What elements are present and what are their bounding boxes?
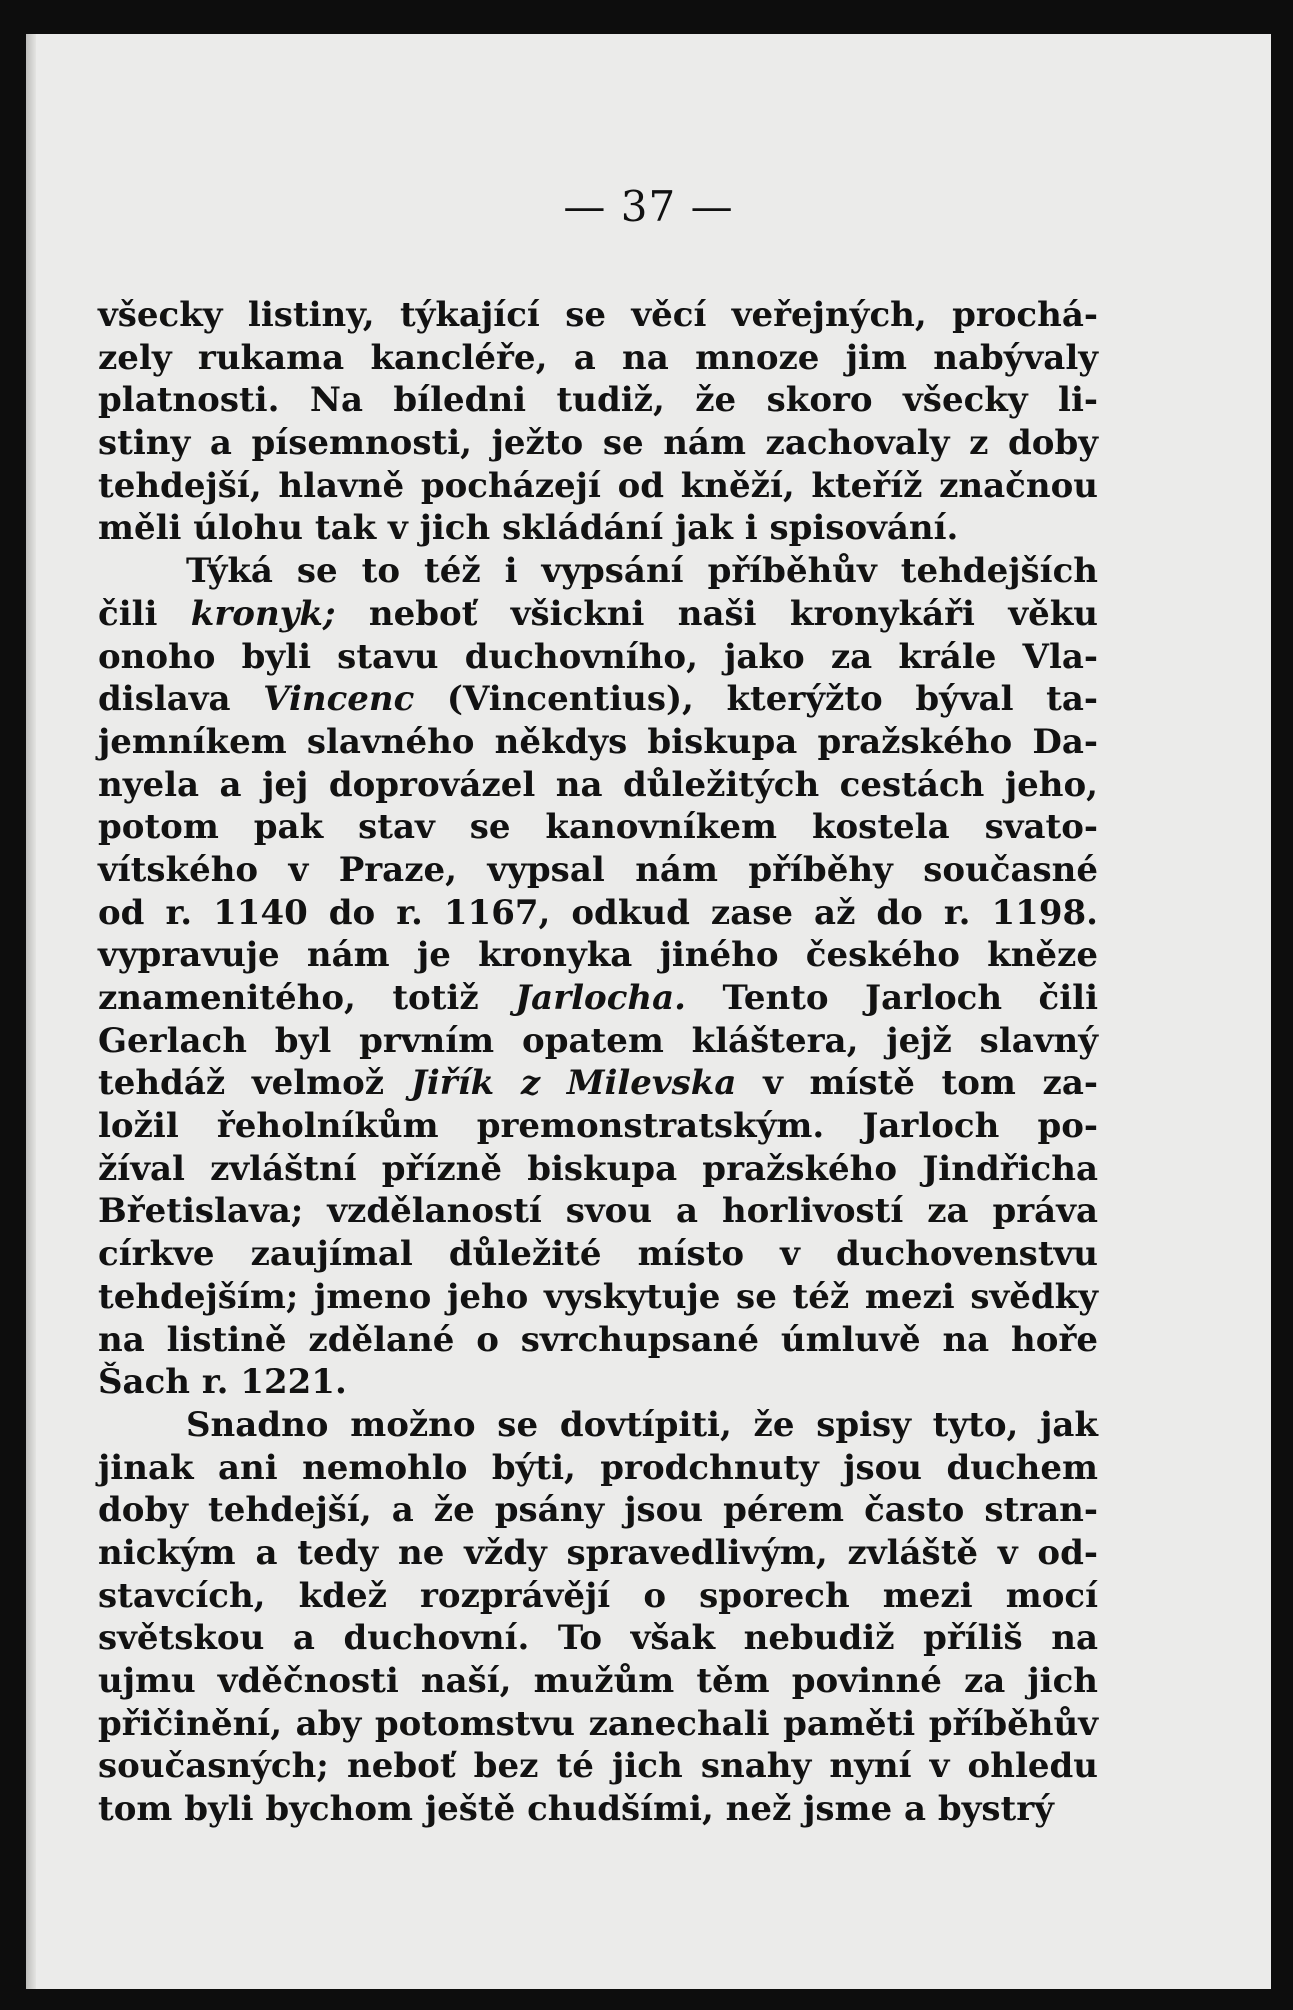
text-segment: světskou a duchovní. To však nebudiž příliš na [98, 1618, 1098, 1659]
text-line [98, 1233, 1098, 1276]
text-segment: tehdejším; jmeno jeho vyskytuje se též mezi svědky [98, 1276, 1098, 1317]
text-segment: na listině zdělané o svrchupsané úmluvě na hoře [98, 1319, 1098, 1360]
text-line [98, 764, 1098, 807]
text-line [98, 1489, 1098, 1532]
text-line [98, 1404, 1098, 1447]
text-segment: onoho byli stavu duchovního, jako za krále Vla- [98, 636, 1098, 677]
text-line [98, 977, 1098, 1020]
text-line [98, 422, 1098, 465]
text-line [98, 294, 1098, 337]
text-segment: žíval zvláštní přízně biskupa pražského Jindřicha [98, 1148, 1098, 1189]
text-line [98, 1575, 1098, 1618]
text-segment: znamenitého, totiž [98, 978, 516, 1018]
text-segment: potom pak stav se kanovníkem kostela svato- [98, 807, 1098, 848]
text-segment: nickým a tedy ne vždy spravedlivým, zvláště v od- [98, 1532, 1098, 1573]
text-segment: ložil řeholníkům premonstratským. Jarloch po- [98, 1106, 1098, 1147]
text-segment: Břetislava; vzdělaností svou a horlivostí za práva [98, 1191, 1098, 1232]
text-segment: v místě tom za- [736, 1063, 1099, 1104]
text-segment: tehdáž velmož [98, 1063, 411, 1104]
italic-name: Jarlocha. [515, 978, 687, 1018]
text-segment: Šach r. 1221. [98, 1362, 347, 1403]
text-segment: církve zaujímal důležité místo v duchovenstvu [98, 1234, 1098, 1275]
text-segment: od r. 1140 do r. 1167, odkud zase až do r. 1198. [98, 892, 1098, 933]
text-line [98, 337, 1098, 380]
text-line [98, 892, 1098, 935]
page-gutter [26, 34, 36, 1989]
italic-name: Vincenc [263, 679, 415, 720]
text-line [98, 1062, 1098, 1105]
text-line [98, 1703, 1098, 1746]
text-line [98, 1745, 1098, 1788]
page-number: — 37 — [563, 182, 734, 231]
text-segment: Týká se to též i vypsání příběhův tehdejších [186, 551, 1098, 592]
text-segment: současných; neboť bez té jich snahy nyní v ohledu [98, 1746, 1098, 1787]
text-segment: všecky listiny, týkající se věcí veřejných, prochá- [98, 295, 1098, 335]
text-line [98, 379, 1098, 422]
text-line [98, 465, 1098, 508]
text-line [98, 678, 1098, 721]
text-line [98, 1532, 1098, 1575]
text-line [98, 1105, 1098, 1148]
text-segment: tom byli bychom ještě chudšími, než jsme a bystrý [98, 1789, 1054, 1830]
text-segment: vypravuje nám je kronyka jiného českého kněze [98, 935, 1098, 976]
text-segment: ujmu vděčnosti naší, mužům těm povinné za jich [98, 1661, 1098, 1701]
text-segment: Snadno možno se dovtípiti, že spisy tyto, jak [186, 1404, 1098, 1445]
text-segment: měli úlohu tak v jich skládání jak i spisování. [98, 508, 959, 549]
text-line [98, 806, 1098, 849]
text-segment: Tento Jarloch čili [686, 978, 1099, 1018]
text-line [98, 1660, 1098, 1703]
text-line [98, 593, 1098, 636]
text-line [98, 1319, 1098, 1362]
text-line [98, 1361, 1098, 1404]
text-line [98, 1190, 1098, 1233]
text-line [98, 1447, 1098, 1490]
italic-name: Jiřík z Milevska [410, 1063, 737, 1104]
book-page [26, 34, 1271, 1989]
text-segment: dislava [98, 679, 264, 720]
text-segment: nyela a jej doprovázel na důležitých cestách jeho, [98, 764, 1098, 805]
text-segment: stavcích, kdež rozprávějí o sporech mezi mocí [98, 1575, 1098, 1616]
italic-name: kronyk; [190, 593, 336, 634]
text-segment: doby tehdejší, a že psány jsou pérem často stran- [98, 1490, 1098, 1531]
body-text [98, 294, 1098, 1831]
text-line [98, 507, 1098, 550]
text-line [98, 1276, 1098, 1319]
text-segment: čili [98, 593, 191, 634]
text-segment: Gerlach byl prvním opatem kláštera, jejž slavný [98, 1020, 1098, 1061]
text-line [98, 1788, 1098, 1831]
text-segment: vítského v Praze, vypsal nám příběhy současné [98, 849, 1098, 890]
text-segment: zely rukama kancléře, a na mnoze jim nabývaly [98, 337, 1098, 378]
text-line [98, 636, 1098, 679]
text-line [98, 849, 1098, 892]
text-segment: neboť všickni naši kronykáři věku [335, 593, 1098, 634]
text-segment: přičinění, aby potomstvu zanechali paměti příběhův [98, 1703, 1098, 1744]
text-line [98, 1617, 1098, 1660]
text-line [98, 721, 1098, 764]
text-line [98, 934, 1098, 977]
text-line [98, 550, 1098, 593]
text-segment: platnosti. Na bíledni tudiž, že skoro všecky li- [98, 380, 1098, 421]
text-segment: jinak ani nemohlo býti, prodchnuty jsou duchem [98, 1447, 1098, 1488]
text-segment: jemníkem slavného někdys biskupa pražského Da- [98, 721, 1098, 762]
text-segment: tehdejší, hlavně pocházejí od kněží, kteříž značnou [98, 465, 1098, 506]
text-line [98, 1020, 1098, 1063]
text-line [98, 1148, 1098, 1191]
text-segment: (Vincentius), kterýžto býval ta- [414, 679, 1098, 720]
text-segment: stiny a písemnosti, ježto se nám zachovaly z doby [98, 423, 1098, 464]
